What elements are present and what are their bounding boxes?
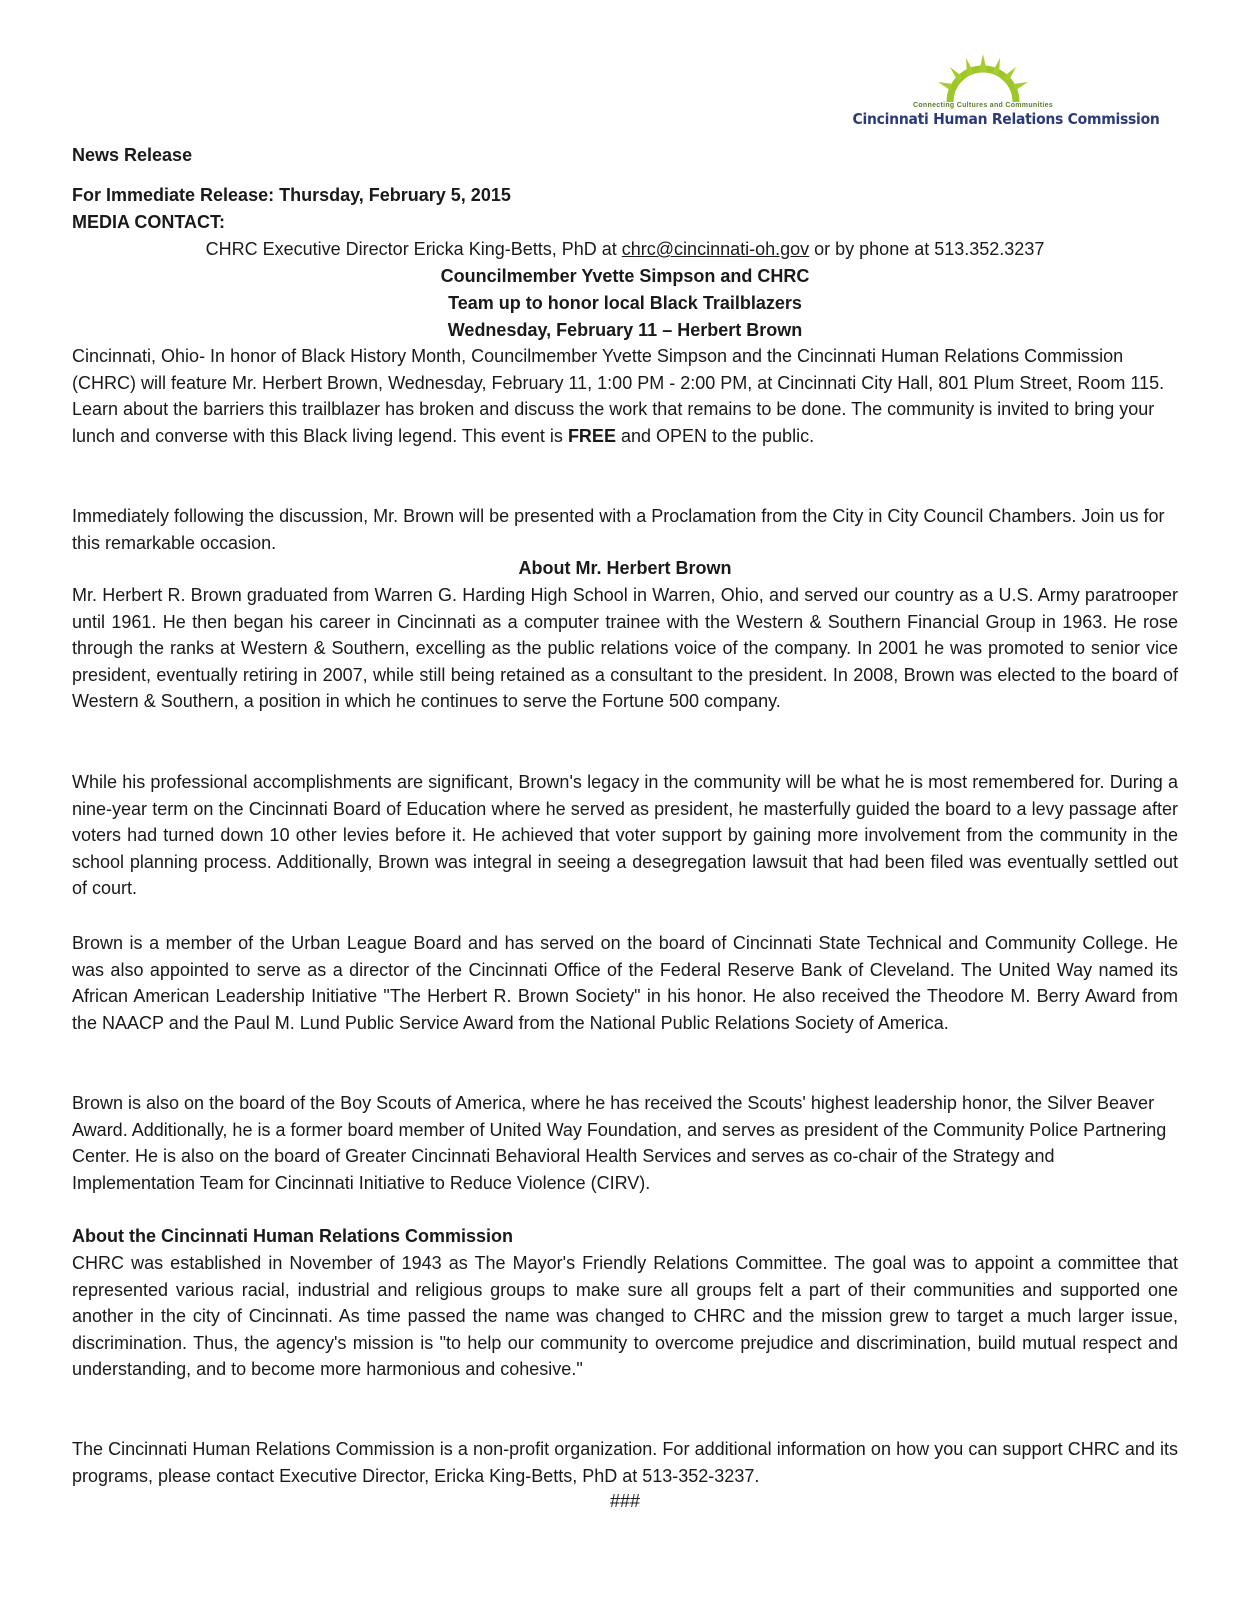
about-chrc-heading: About the Cincinnati Human Relations Commission <box>72 1226 514 1246</box>
sunburst-icon <box>928 52 1038 104</box>
brown-career-paragraph: Mr. Herbert R. Brown graduated from Warren G. Harding High School in Warren, Ohio, and served our country as a U.S. Army paratrooper until 1961. He then began his career in Cincinnati as a computer trainee with the Western & Southern Financial Group in 1963. He rose through the ranks at Western & Southern, excelling as the public relations voice of the company. In 2001 he was promoted to senior vice president, eventually retiring in 2007, while still being retained as a consultant to the president. In 2008, Brown was elected to the board of Western & Southern, a position in which he continues to serve the Fortune 500 company. <box>72 585 1178 712</box>
chrc-logo <box>838 52 1160 152</box>
logo-tagline: Connecting Cultures and Communities <box>912 102 1053 109</box>
brown-legacy-paragraph: While his professional accomplishments are significant, Brown's legacy in the community will be what he is most remembered for. During a nine-year term on the Cincinnati Board of Education where he served as president, he masterfully guided the board to a levy passage after voters had turned down 10 other levies before it. He achieved that voter support by gaining more involvement from the community in the school planning process. Additionally, Brown was integral in seeing a desegregation lawsuit that had been filed was eventually settled out of court. <box>72 772 1178 899</box>
brown-scouts-paragraph: Brown is also on the board of the Boy Scouts of America, where he has received the Scouts' highest leadership honor, the Silver Beaver Award. Additionally, he is a former board member of United Way Foundation, and serves as president of the Community Police Partnering Center. He is also on the board of Greater Cincinnati Behavioral Health Services and serves as co-chair of the Strategy and Implementation Team for Cincinnati Initiative to Reduce Violence (CIRV). <box>72 1093 1167 1193</box>
contact-prefix: CHRC Executive Director Ericka King-Betts, PhD at <box>205 239 622 259</box>
intro-text-b: and OPEN to the public. <box>615 425 815 446</box>
headline-line-3: Wednesday, February 11 – Herbert Brown <box>447 320 803 340</box>
brown-boards-paragraph: Brown is a member of the Urban League Board and has served on the board of Cincinnati State Technical and Community College. He was also appointed to serve as a director of the Cincinnati Office of the Federal Reserve Bank of Cleveland. The United Way named its African American Leadership Initiative "The Herbert R. Brown Society" in his honor. He also received the Theodore M. Berry Award from the NAACP and the Paul M. Lund Public Service Award from the National Public Relations Society of America. <box>72 933 1178 1033</box>
logo-name: Cincinnati Human Relations Commission <box>852 110 1160 128</box>
contact-email-link[interactable]: chrc@cincinnati-oh.gov <box>621 239 810 259</box>
intro-paragraph <box>72 343 1178 449</box>
media-contact-line <box>72 236 1178 263</box>
free-label: FREE <box>567 425 616 446</box>
media-contact-label: MEDIA CONTACT: <box>72 212 225 232</box>
headline-line-1: Councilmember Yvette Simpson and CHRC <box>440 266 810 286</box>
chrc-nonprofit-paragraph: The Cincinnati Human Relations Commission is a non-profit organization. For additional information on how you can support CHRC and its programs, please contact Executive Director, Ericka King-Betts, PhD at 513-352-3237. <box>72 1439 1178 1486</box>
end-mark: ### <box>609 1491 641 1511</box>
headline-line-2: Team up to honor local Black Trailblazers <box>448 293 802 313</box>
about-brown-heading: About Mr. Herbert Brown <box>518 558 732 578</box>
release-date: For Immediate Release: Thursday, February 5, 2015 <box>72 185 511 205</box>
news-release-label: News Release <box>72 145 193 165</box>
proclamation-paragraph: Immediately following the discussion, Mr. Brown will be presented with a Proclamation from the City in City Council Chambers. Join us for this remarkable occasion. <box>72 506 1165 553</box>
contact-suffix: or by phone at 513.352.3237 <box>809 239 1045 259</box>
intro-text-a: Cincinnati, Ohio- In honor of Black History Month, Councilmember Yvette Simpson and the Cincinnati Human Relations Commission (CHRC) will feature Mr. Herbert Brown, Wednesday, February 11, 1:00 PM - 2:00 PM, at Cincinnati City Hall, 801 Plum Street, Room 115. Learn about the barriers this trailblazer has broken and discuss the work that remains to be done. The community is invited to bring your lunch and converse with this Black living legend. This event is <box>72 346 1165 446</box>
chrc-history-paragraph: CHRC was established in November of 1943 as The Mayor's Friendly Relations Committee. The goal was to appoint a committee that represented various racial, industrial and religious groups to make sure all groups felt a part of their communities and supported one another in the city of Cincinnati. As time passed the name was changed to CHRC and the mission grew to target a much larger issue, discrimination. Thus, the agency's mission is "to help our community to overcome prejudice and discrimination, build mutual respect and understanding, and to become more harmonious and cohesive." <box>72 1253 1178 1380</box>
